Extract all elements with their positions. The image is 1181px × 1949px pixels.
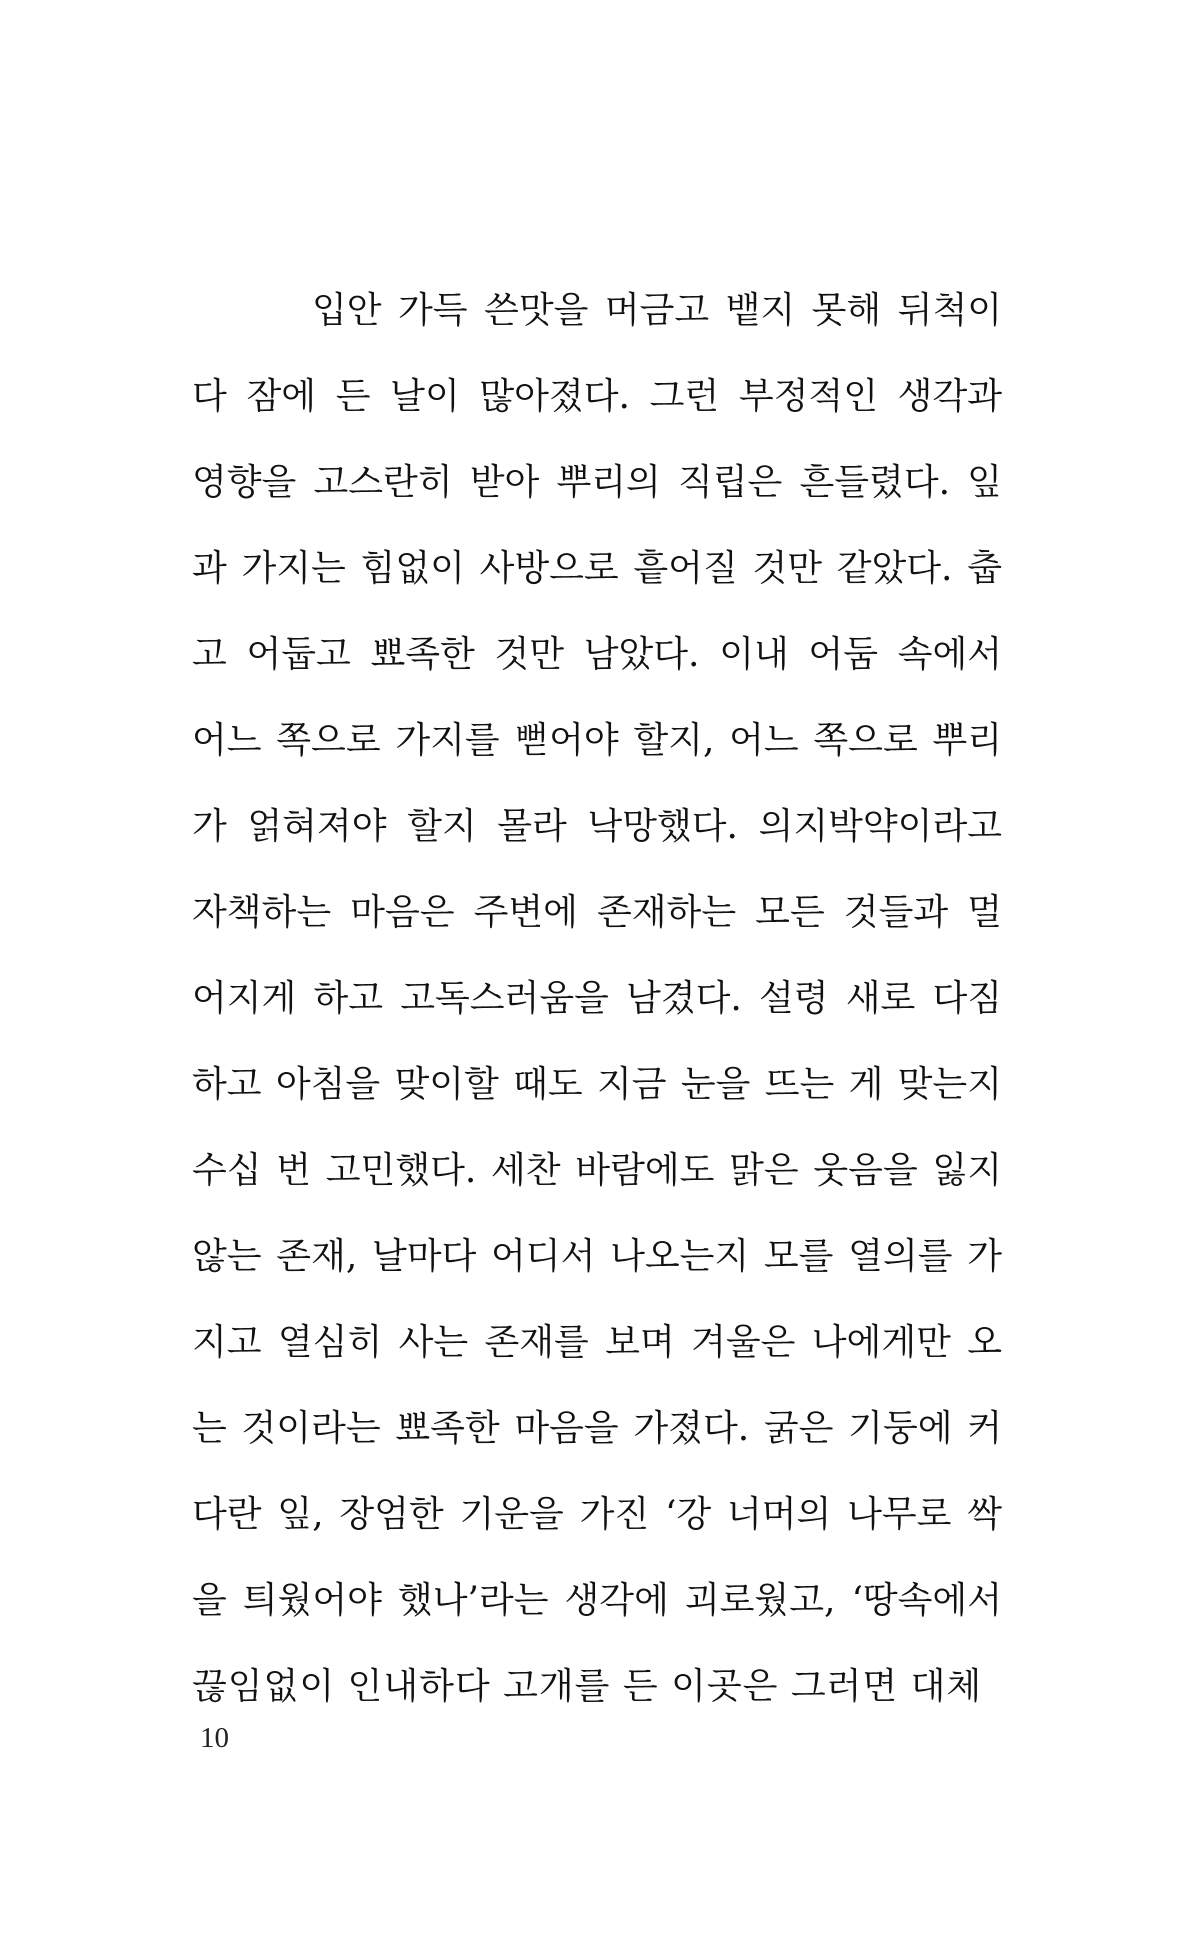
text-line: 자책하는 마음은 주변에 존재하는 모든 것들과 멀 (192, 892, 1002, 933)
text-line: 고 어둡고 뾰족한 것만 남았다. 이내 어둠 속에서 (192, 634, 1002, 675)
text-line: 않는 존재, 날마다 어디서 나오는지 모를 열의를 가 (192, 1236, 1002, 1277)
text-line: 입안 가득 쓴맛을 머금고 뱉지 못해 뒤척이 (312, 290, 1002, 331)
text-line: 어지게 하고 고독스러움을 남겼다. 설령 새로 다짐 (192, 978, 1002, 1019)
text-line: 끊임없이 인내하다 고개를 든 이곳은 그러면 대체 (192, 1666, 983, 1707)
text-line: 을 틔웠어야 했나’라는 생각에 괴로웠고, ‘땅속에서 (192, 1580, 1002, 1621)
page-number: 10 (200, 1722, 229, 1754)
text-line: 수십 번 고민했다. 세찬 바람에도 맑은 웃음을 잃지 (192, 1150, 1002, 1191)
text-line: 과 가지는 힘없이 사방으로 흩어질 것만 같았다. 춥 (192, 548, 1002, 589)
text-line: 가 얽혀져야 할지 몰라 낙망했다. 의지박약이라고 (192, 806, 1002, 847)
text-line: 다란 잎, 장엄한 기운을 가진 ‘강 너머의 나무로 싹 (192, 1494, 1002, 1535)
body-text (192, 268, 1002, 1730)
text-line: 하고 아침을 맞이할 때도 지금 눈을 뜨는 게 맞는지 (192, 1064, 1002, 1105)
text-line: 다 잠에 든 날이 많아졌다. 그런 부정적인 생각과 (192, 376, 1002, 417)
text-line: 어느 쪽으로 가지를 뻗어야 할지, 어느 쪽으로 뿌리 (192, 720, 1002, 761)
text-line: 영향을 고스란히 받아 뿌리의 직립은 흔들렸다. 잎 (192, 462, 1002, 503)
text-line: 지고 열심히 사는 존재를 보며 겨울은 나에게만 오 (192, 1322, 1002, 1363)
text-line: 는 것이라는 뾰족한 마음을 가졌다. 굵은 기둥에 커 (192, 1408, 1002, 1449)
